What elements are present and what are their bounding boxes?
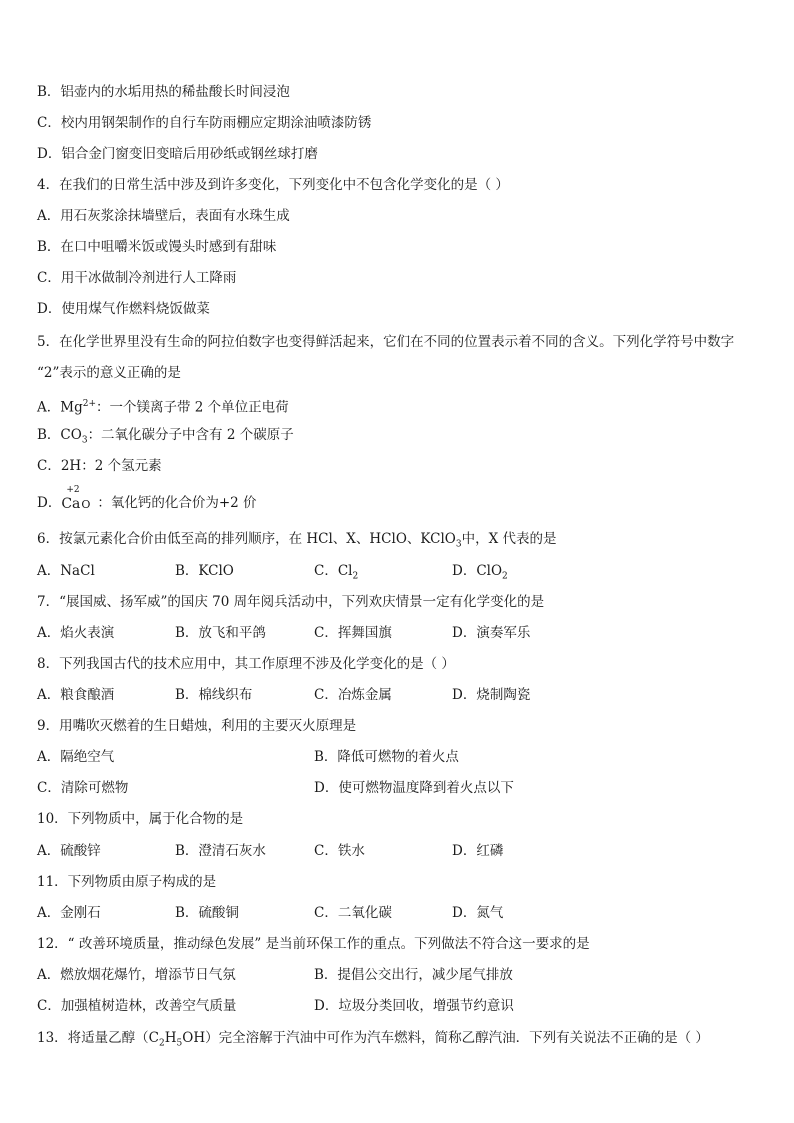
option-d-q8: D．烧制陶瓷 bbox=[452, 687, 531, 703]
question-6: 6．按氯元素化合价由低至高的排列顺序，在 HCl、X、HClO、KClO$_3$中，X 代表的是 bbox=[37, 531, 557, 550]
question-7: 7．“展国威、扬军威”的国庆 70 周年阅兵活动中，下列欢庆情景一定有化学变化的是 bbox=[37, 594, 545, 610]
question-8: 8．下列我国古代的技术应用中，其工作原理不涉及化学变化的是（ ） bbox=[37, 656, 455, 672]
option-d-q5: D． +2 Ca O ：氧化钙的化合价为+2 价 bbox=[37, 485, 257, 512]
option-b-q4: B．在口中咀嚼米饭或馒头时感到有甜味 bbox=[37, 239, 277, 255]
option-c-q11: C．二氧化碳 bbox=[314, 905, 392, 921]
option-d-q3: D．铝合金门窗变旧变暗后用砂纸或钢丝球打磨 bbox=[37, 146, 318, 162]
option-b-q3: B．铝壶内的水垢用热的稀盐酸长时间浸泡 bbox=[37, 84, 290, 100]
option-b-q12: B．提倡公交出行，减少尾气排放 bbox=[314, 967, 513, 983]
option-c-q4: C．用干冰做制冷剂进行人工降雨 bbox=[37, 270, 237, 286]
option-d-q4: D．使用煤气作燃料烧饭做菜 bbox=[37, 301, 210, 317]
option-a-q5: A．$Mg^{2+}$：一个镁离子带 2 个单位正电荷 bbox=[37, 399, 289, 416]
option-a-q7: A．焰火表演 bbox=[37, 625, 115, 641]
question-12: 12．“ 改善环境质量，推动绿色发展” 是当前环保工作的重点。下列做法不符合这一要求的是 bbox=[37, 936, 590, 952]
option-c-q10: C．铁水 bbox=[314, 843, 365, 859]
option-a-q10: A．硫酸锌 bbox=[37, 843, 101, 859]
option-d-q6: D．ClO$_2$ bbox=[452, 563, 508, 582]
option-a-q4: A．用石灰浆涂抹墙壁后，表面有水珠生成 bbox=[37, 208, 290, 224]
option-d-q11: D．氮气 bbox=[452, 905, 504, 921]
option-d-q7: D．演奏军乐 bbox=[452, 625, 531, 641]
question-4: 4．在我们的日常生活中涉及到许多变化，下列变化中不包含化学变化的是（ ） bbox=[37, 177, 509, 193]
option-b-q5: B．$CO_3$：二氧化碳分子中含有 2 个碳原子 bbox=[37, 427, 294, 446]
option-d-q12: D．垃圾分类回收，增强节约意识 bbox=[314, 998, 514, 1014]
option-c-q7: C．挥舞国旗 bbox=[314, 625, 392, 641]
option-a-q11: A．金刚石 bbox=[37, 905, 101, 921]
option-d-q10: D．红磷 bbox=[452, 843, 504, 859]
question-10: 10．下列物质中，属于化合物的是 bbox=[37, 811, 244, 827]
option-b-q9: B．降低可燃物的着火点 bbox=[314, 749, 459, 765]
option-d-q9: D．使可燃物温度降到着火点以下 bbox=[314, 780, 514, 796]
option-c-q6: C．$Cl_2$ bbox=[314, 563, 359, 582]
option-c-q8: C．冶炼金属 bbox=[314, 687, 392, 703]
question-13: 13．将适量乙醇$(C_2H_5OH)$完全溶解于汽油中可作为汽车燃料，简称乙醇汽油．下列有关说法不正确的是（ ） bbox=[37, 1030, 709, 1049]
option-b-q11: B．硫酸铜 bbox=[175, 905, 239, 921]
option-c-q5: C．2H：2 个氢元素 bbox=[37, 458, 162, 474]
option-b-q10: B．澄清石灰水 bbox=[175, 843, 266, 859]
option-a-q8: A．粮食酿酒 bbox=[37, 687, 115, 703]
option-a-q6: A．NaCl bbox=[37, 563, 95, 579]
question-11: 11．下列物质由原子构成的是 bbox=[37, 874, 217, 890]
option-c-q3: C．校内用钢架制作的自行车防雨棚应定期涂油喷漆防锈 bbox=[37, 115, 372, 131]
question-9: 9．用嘴吹灭燃着的生日蜡烛，利用的主要灭火原理是 bbox=[37, 718, 357, 734]
option-a-q9: A．隔绝空气 bbox=[37, 749, 115, 765]
question-5-cont: “2”表示的意义正确的是 bbox=[37, 365, 181, 381]
question-5: 5．在化学世界里没有生命的阿拉伯数字也变得鲜活起来，它们在不同的位置表示着不同的含义。下列化学符号中数字 bbox=[37, 334, 735, 350]
option-a-q12: A．燃放烟花爆竹，增添节日气氛 bbox=[37, 967, 236, 983]
option-b-q6: B．KClO bbox=[175, 563, 234, 579]
option-b-q7: B．放飞和平鸽 bbox=[175, 625, 266, 641]
option-c-q12: C．加强植树造林，改善空气质量 bbox=[37, 998, 237, 1014]
option-b-q8: B．棉线织布 bbox=[175, 687, 253, 703]
cao-formula: +2 Ca O bbox=[61, 485, 91, 512]
option-c-q9: C．清除可燃物 bbox=[37, 780, 129, 796]
